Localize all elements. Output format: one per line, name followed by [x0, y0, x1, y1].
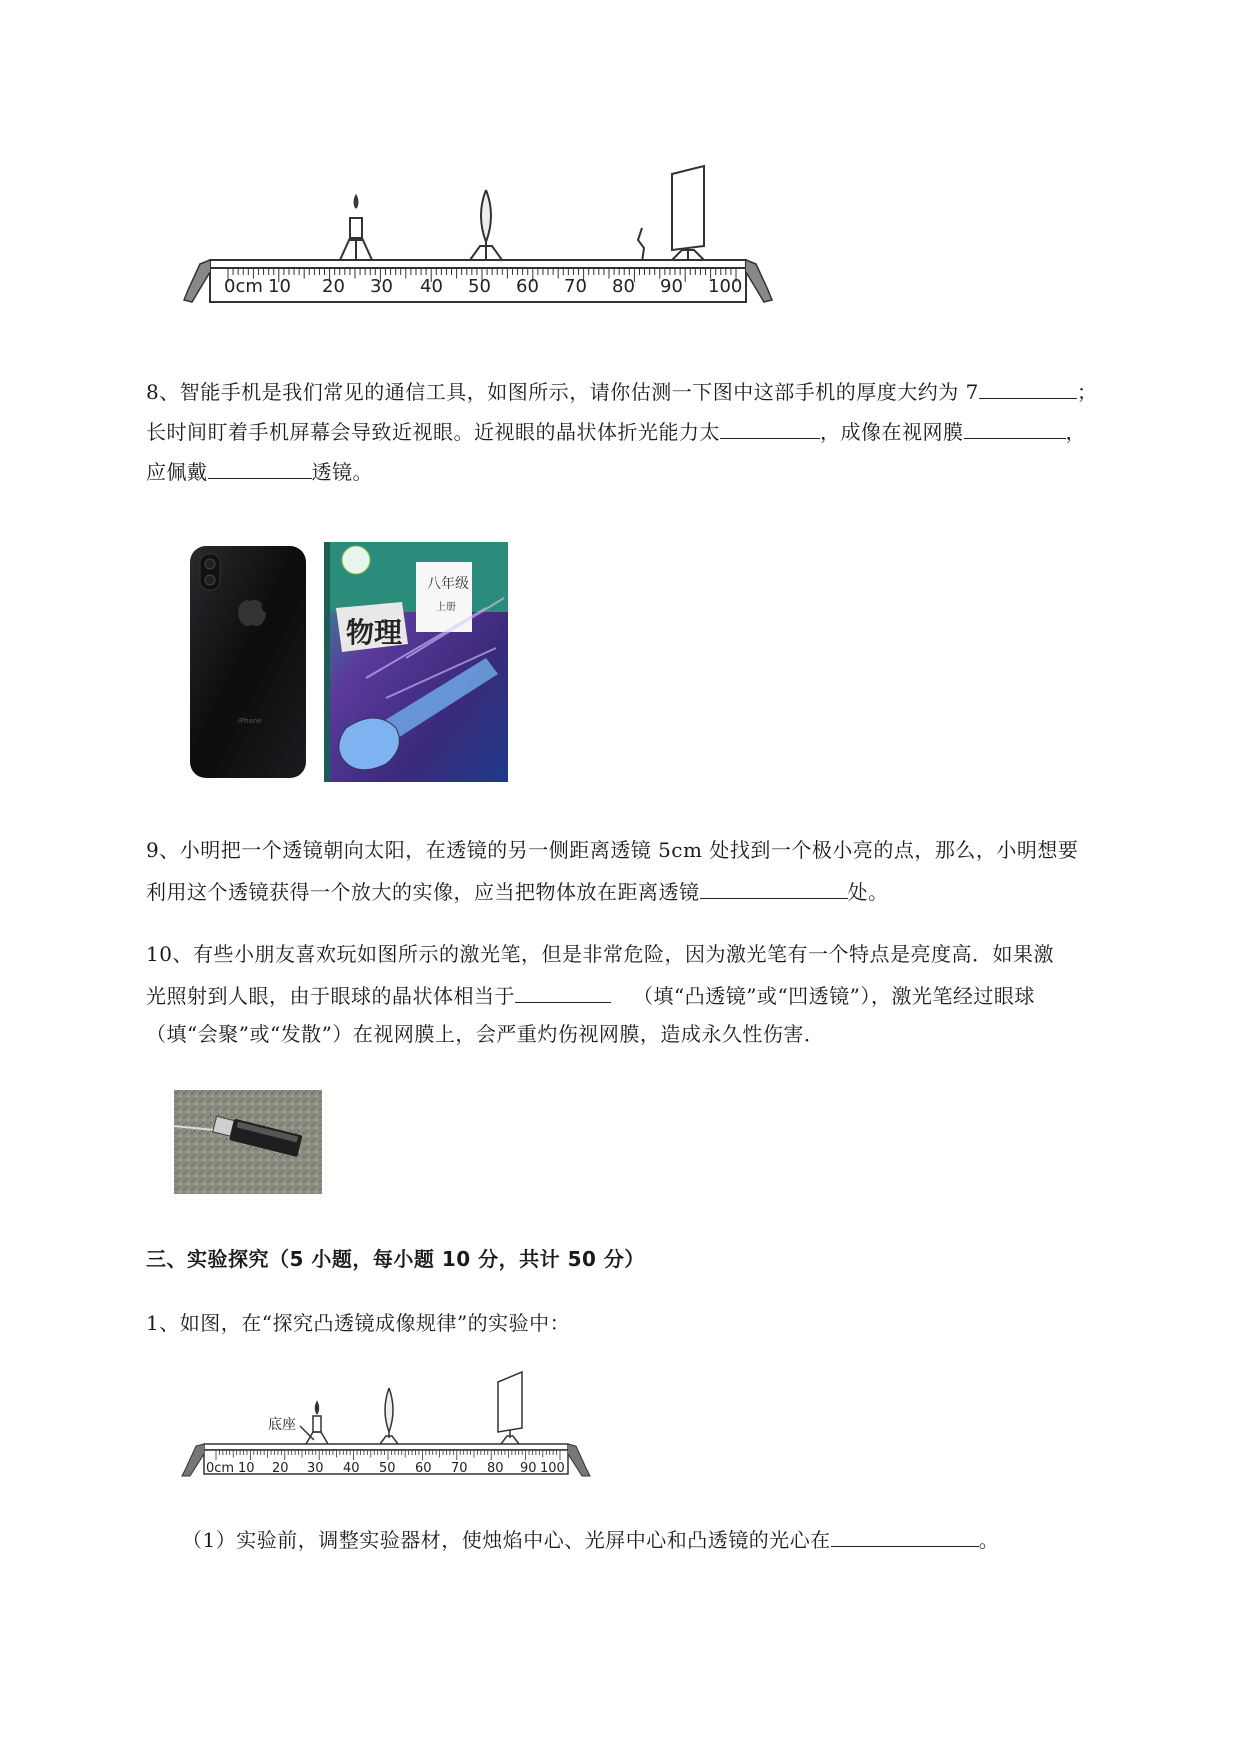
exp1-intro — [146, 1309, 570, 1337]
scale-label: 0cm — [224, 276, 263, 297]
scale-label: 60 — [415, 1461, 432, 1476]
convex-lens — [470, 190, 502, 260]
q10-text: （填“会聚”或“发散”）在视网膜上，会严重灼伤视网膜，造成永久性伤害． — [146, 1022, 825, 1046]
exp1-sub1 — [182, 1524, 999, 1554]
section-heading-text: 三、实验探究（5 小题，每小题 10 分，共计 50 分） — [146, 1247, 645, 1271]
light-screen — [672, 166, 704, 260]
scale-label: 30 — [307, 1461, 324, 1476]
scale-label: 50 — [379, 1461, 396, 1476]
q10-line3 — [146, 1020, 824, 1048]
answer-blank[interactable] — [515, 980, 611, 1003]
smartphone — [190, 546, 306, 778]
q10-line1 — [146, 940, 1054, 968]
scale-label: 100 — [708, 276, 743, 297]
scale-label: 70 — [564, 276, 587, 297]
stand-mark — [638, 228, 644, 262]
scale-label: 70 — [451, 1461, 468, 1476]
apple-logo-icon — [238, 600, 266, 626]
exp1-text: （1）实验前，调整实验器材，使烛焰中心、光屏中心和凸透镜的光心在 — [182, 1528, 831, 1552]
book-volume: 上册 — [436, 602, 456, 613]
scale-label: 90 — [520, 1461, 537, 1476]
answer-blank[interactable] — [964, 416, 1066, 439]
base-label: 底座 — [268, 1417, 296, 1433]
laser-pointer-photo — [174, 1090, 322, 1194]
scale-label: 80 — [487, 1461, 504, 1476]
scale-label: 40 — [343, 1461, 360, 1476]
q9-line2 — [146, 876, 889, 906]
optical-bench-figure-bottom — [176, 1370, 616, 1495]
answer-blank[interactable] — [831, 1524, 979, 1547]
q8-text: 8、智能手机是我们常见的通信工具，如图所示，请你估测一下图中这部手机的厚度大约为 7 — [146, 380, 979, 404]
light-screen — [498, 1372, 522, 1444]
answer-blank[interactable] — [720, 416, 820, 439]
scale-label: 60 — [516, 276, 539, 297]
scale-label: 90 — [660, 276, 683, 297]
exp1-text: 1、如图，在“探究凸透镜成像规律”的实验中： — [146, 1311, 571, 1335]
q8-text: ， — [1065, 420, 1086, 444]
scale-label: 80 — [612, 276, 635, 297]
candle — [306, 1402, 328, 1444]
q8-text: 透镜。 — [311, 460, 373, 484]
scale-label: 10 — [268, 276, 291, 297]
q9-line1 — [146, 836, 1078, 864]
phone-and-book-picture — [186, 538, 516, 788]
answer-blank[interactable] — [700, 876, 848, 899]
q10-text: 10、有些小朋友喜欢玩如图所示的激光笔，但是非常危险，因为激光笔有一个特点是亮度高．如果激 — [146, 942, 1054, 966]
answer-blank[interactable] — [979, 376, 1077, 399]
section-heading — [146, 1245, 645, 1273]
book-grade: 八年级 — [427, 576, 469, 592]
phone-brand: iPhone — [238, 717, 262, 725]
scale-label: 50 — [468, 276, 491, 297]
q8-line2 — [146, 416, 1086, 446]
q8-text: 应佩戴 — [146, 460, 208, 484]
scale-label: 40 — [420, 276, 443, 297]
physics-textbook — [324, 542, 508, 782]
q10-line2 — [146, 980, 1035, 1010]
q10-text: 光照射到人眼，由于眼球的晶状体相当于 — [146, 984, 515, 1008]
scale-label: 30 — [370, 276, 393, 297]
exp1-text: 。 — [978, 1528, 1000, 1552]
scale-label: 100 — [540, 1461, 565, 1476]
q8-line1 — [146, 376, 1097, 406]
q10-text: （填“凸透镜”或“凹透镜”），激光笔经过眼球 — [633, 984, 1035, 1008]
candle — [340, 196, 372, 260]
q9-text: 9、小明把一个透镜朝向太阳，在透镜的另一侧距离透镜 5cm 处找到一个极小亮的点，那么，小明想要 — [146, 838, 1079, 862]
q8-text: ； — [1076, 380, 1098, 404]
q8-text: 长时间盯着手机屏幕会导致近视眼。近视眼的晶状体折光能力太 — [146, 420, 720, 444]
scale-label: 0cm — [206, 1461, 235, 1476]
q9-text: 利用这个透镜获得一个放大的实像，应当把物体放在距离透镜 — [146, 880, 700, 904]
book-title: 物理 — [346, 616, 403, 649]
scale-label: 10 — [238, 1461, 255, 1476]
q8-line3 — [146, 456, 373, 486]
q8-text: ，成像在视网膜 — [820, 420, 964, 444]
scale-label: 20 — [272, 1461, 289, 1476]
answer-blank[interactable] — [208, 456, 312, 479]
scale-label: 20 — [322, 276, 345, 297]
convex-lens — [380, 1388, 398, 1444]
q9-text: 处。 — [847, 880, 889, 904]
optical-bench-figure-top — [170, 160, 790, 335]
